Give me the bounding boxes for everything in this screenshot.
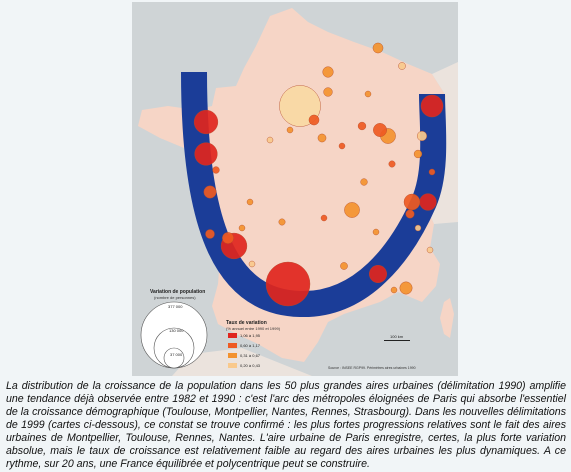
city-circle <box>279 219 285 225</box>
city-circle <box>321 215 327 221</box>
population-legend-title: Variation de population <box>150 289 206 295</box>
city-circle <box>340 262 347 269</box>
city-circle <box>429 169 435 175</box>
city-circle <box>373 229 379 235</box>
city-circle <box>391 287 397 293</box>
population-map <box>132 2 458 376</box>
city-circle <box>267 137 273 143</box>
city-circle <box>389 161 395 167</box>
rate-label-0: 1,06 à 1,95 <box>240 333 261 338</box>
population-legend-subtitle: (nombre de personnes) <box>154 295 196 300</box>
city-circle <box>324 88 333 97</box>
rate-swatch-1 <box>228 343 237 348</box>
map-caption: La distribution de la croissance de la population dans les 50 plus grandes aires urbaines (délimitation 1990) amplifie une tendance déjà observée entre 1982 et 1990 : c'est l'arc des métropoles éloignées de Paris qui absorbe l'essentiel de la croissance démographique (Toulouse, Montpellier, Nantes, Rennes, Strasbourg). Dans les nouvelles délimitations de 1999 (cartes ci-dessous), ce constat se trouve confirmé : les plus fortes progressions relatives sont le fait des aires urbaines de Montpellier, Toulouse, Rennes, Nantes. L'aire urbaine de Paris enregistre, certes, la plus forte variation absolue, mais le taux de croissance est relativement faible au regard des aires urbaines les plus dynamiques. A ce rythme, sur 20 ans, une France équilibrée et polycentrique peut se construire. <box>6 380 566 470</box>
city-circle <box>420 194 437 211</box>
city-circle <box>249 261 255 267</box>
scale-bar <box>384 340 410 341</box>
city-circle <box>247 199 253 205</box>
city-circle <box>414 150 422 158</box>
city-circle <box>287 127 293 133</box>
size-label-large: 377 000 <box>168 304 183 309</box>
city-circle <box>266 262 310 306</box>
city-circle <box>309 115 319 125</box>
city-circle <box>417 131 427 141</box>
rate-swatch-2 <box>228 353 237 358</box>
city-circle <box>194 110 218 134</box>
city-circle <box>339 143 345 149</box>
city-circle <box>373 123 386 136</box>
size-circle-small <box>164 348 184 368</box>
size-label-small: 37 000 <box>170 352 183 357</box>
city-circle <box>398 62 405 69</box>
city-circle <box>361 179 368 186</box>
city-circle <box>400 282 412 294</box>
rate-legend-subtitle: (% annuel entre 1990 et 1999) <box>226 326 281 331</box>
city-circle <box>373 43 383 53</box>
rate-label-2: 0,31 à 0,67 <box>240 353 261 358</box>
city-circle <box>195 143 218 166</box>
rate-legend-title: Taux de variation <box>226 320 267 326</box>
city-circle <box>415 225 421 231</box>
population-size-legend <box>138 300 210 370</box>
city-circle <box>421 95 443 117</box>
city-circle <box>239 225 245 231</box>
city-circle <box>222 232 233 243</box>
city-circle <box>205 229 214 238</box>
rate-swatch-0 <box>228 333 237 338</box>
city-circle <box>204 186 216 198</box>
city-circle <box>323 67 334 78</box>
city-circle <box>344 202 359 217</box>
city-circle <box>427 247 433 253</box>
scale-label: 100 km <box>390 334 404 339</box>
rate-swatch-3 <box>228 363 237 368</box>
city-circle <box>213 167 220 174</box>
size-label-medium: 130 000 <box>169 328 184 333</box>
city-circle <box>318 134 326 142</box>
corsica-land <box>440 298 454 338</box>
rate-label-3: 0,20 à 0,43 <box>240 363 261 368</box>
source-note: Source : INSEE RGP99. Périmètres aires urbaines 1990 <box>328 366 416 370</box>
city-circle <box>404 194 420 210</box>
city-circle <box>358 122 366 130</box>
city-circle <box>369 265 387 283</box>
rate-label-1: 0,60 à 1,17 <box>240 343 261 348</box>
city-circle <box>365 91 371 97</box>
city-circle <box>406 210 414 218</box>
